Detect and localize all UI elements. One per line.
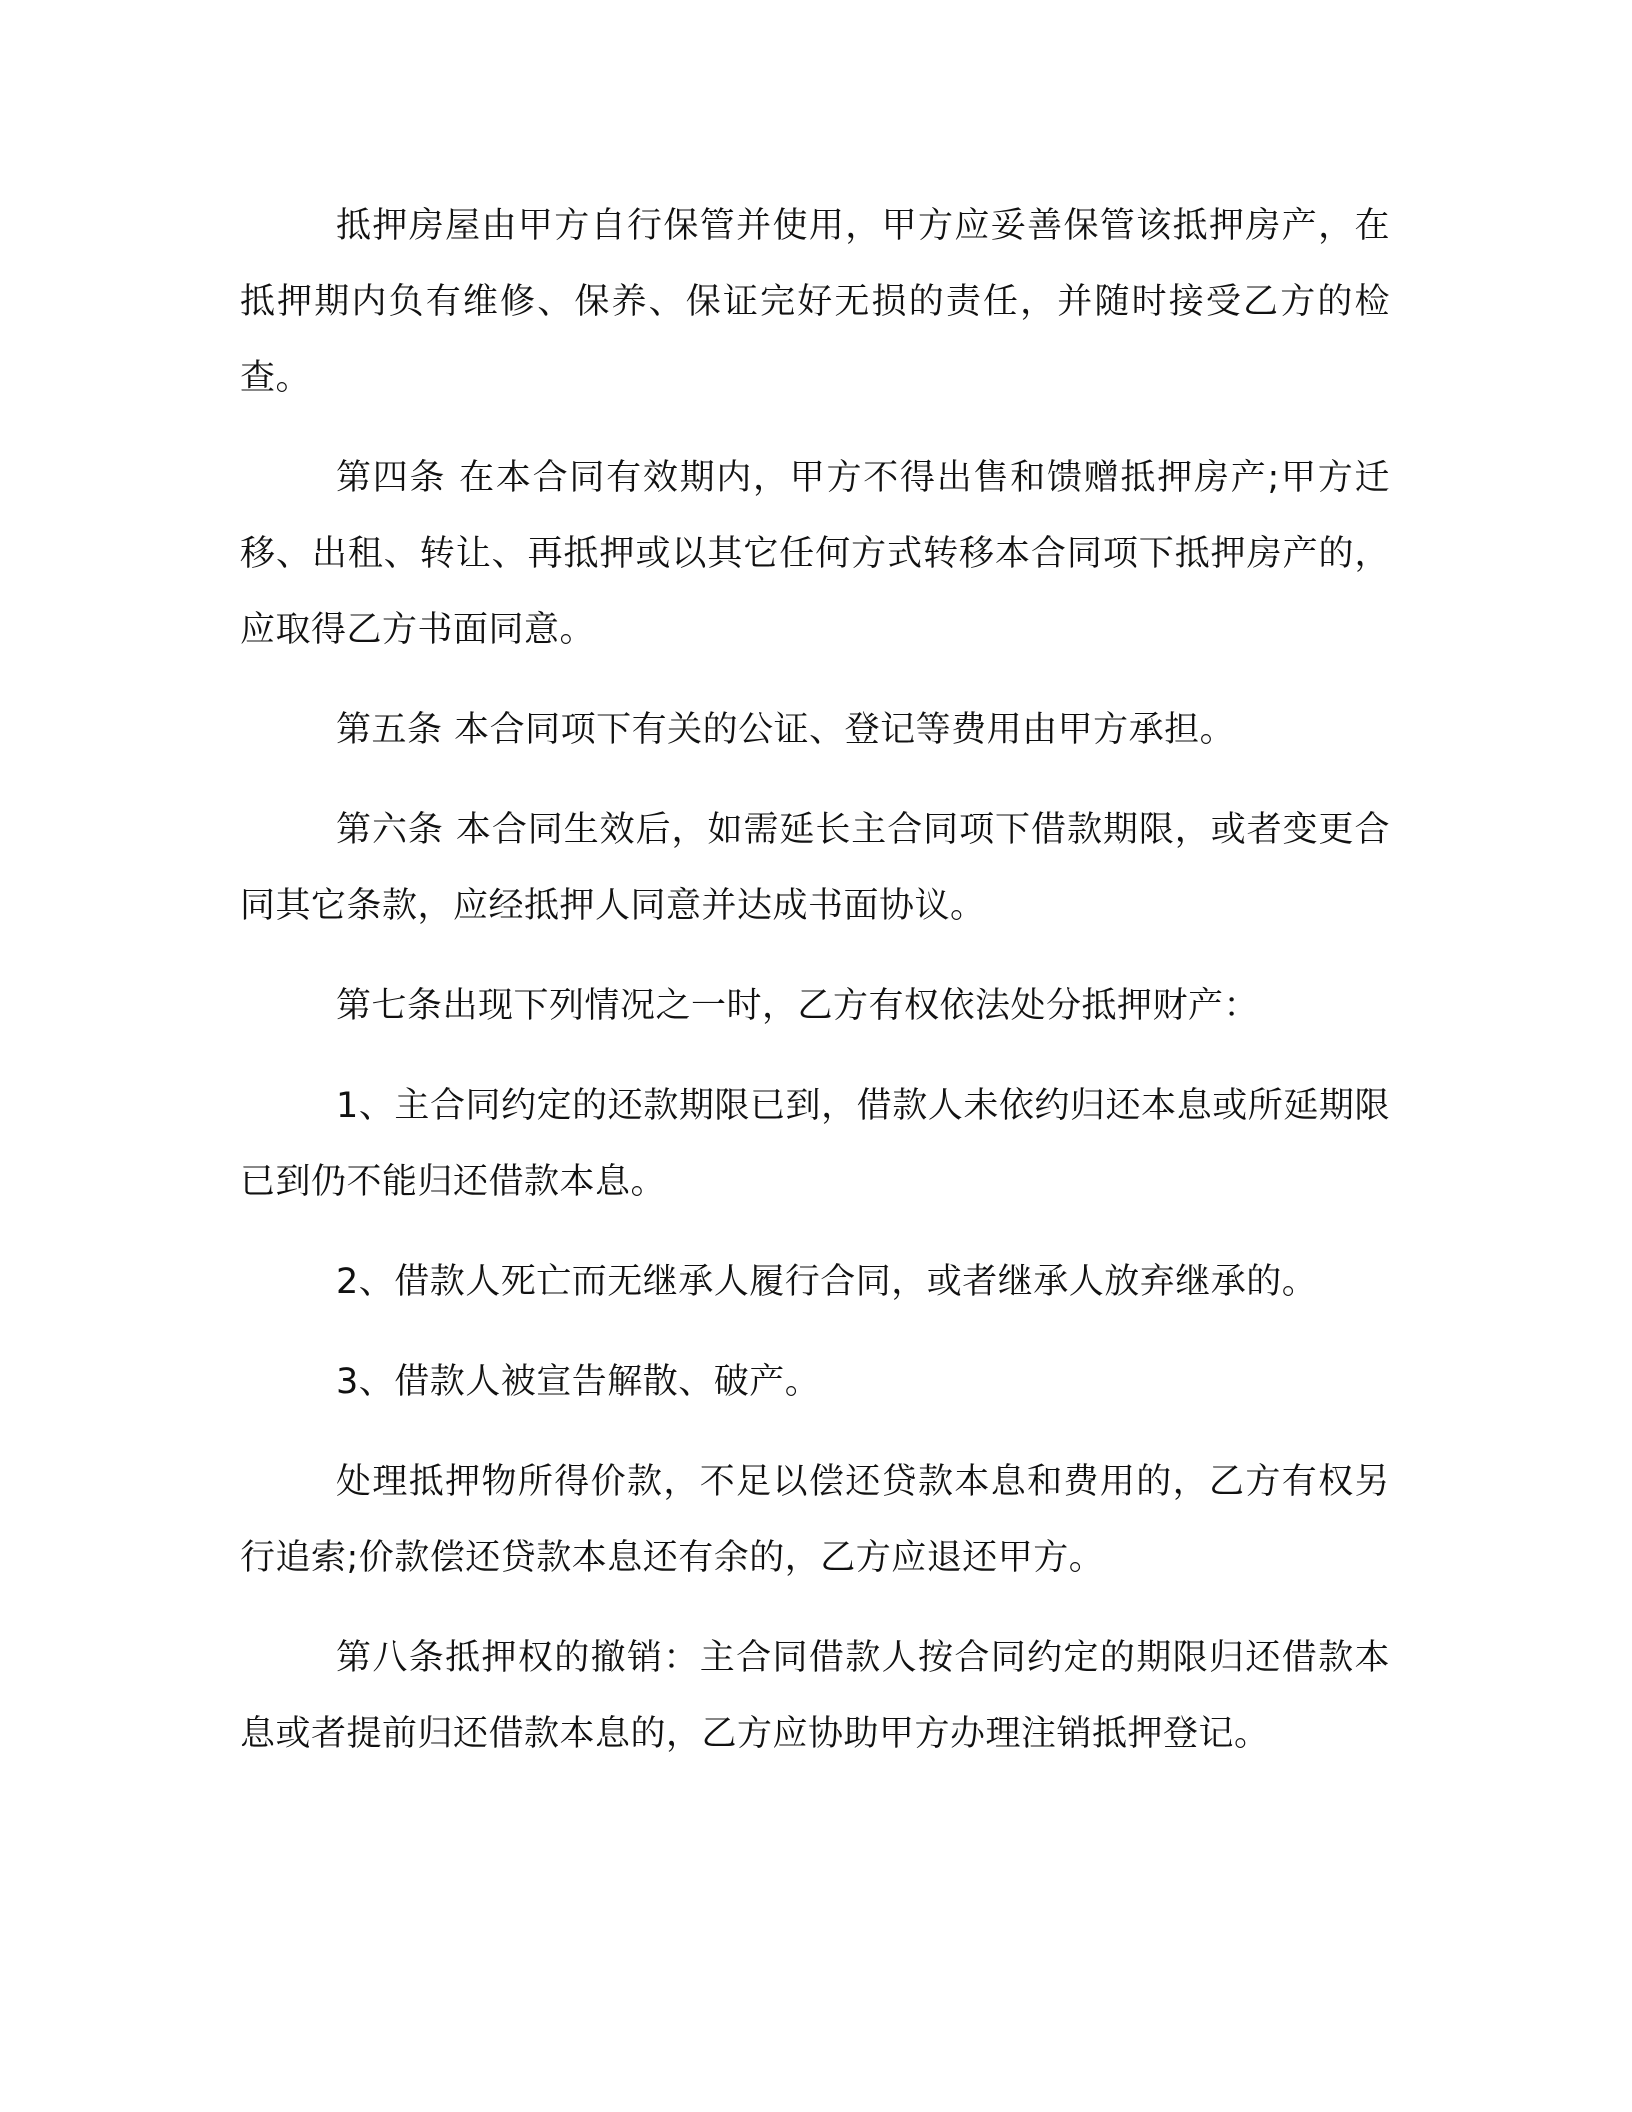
paragraph-article-5: 第五条 本合同项下有关的公证、登记等费用由甲方承担。 xyxy=(336,710,1236,750)
paragraph-item-2: 2、借款人死亡而无继承人履行合同，或者继承人放弃继承的。 xyxy=(336,1262,1318,1302)
paragraph-item-1: 1、主合同约定的还款期限已到，借款人未依约归还本息或所延期限已到仍不能归还借款本息。 xyxy=(240,1086,1390,1202)
document-body xyxy=(240,188,1390,1796)
paragraph-article-8: 第八条抵押权的撤销：主合同借款人按合同约定的期限归还借款本息或者提前归还借款本息的，乙方应协助甲方办理注销抵押登记。 xyxy=(240,1638,1390,1754)
paragraph-item-3: 3、借款人被宣告解散、破产。 xyxy=(336,1362,821,1402)
paragraph-article-7: 第七条出现下列情况之一时，乙方有权依法处分抵押财产： xyxy=(336,986,1260,1026)
paragraph-article-6: 第六条 本合同生效后，如需延长主合同项下借款期限，或者变更合同其它条款，应经抵押人同意并达成书面协议。 xyxy=(240,810,1390,926)
paragraph-proceeds: 处理抵押物所得价款，不足以偿还贷款本息和费用的，乙方有权另行追索;价款偿还贷款本息还有余的，乙方应退还甲方。 xyxy=(240,1462,1390,1578)
paragraph-mortgage-custody: 抵押房屋由甲方自行保管并使用，甲方应妥善保管该抵押房产，在抵押期内负有维修、保养、保证完好无损的责任，并随时接受乙方的检查。 xyxy=(240,206,1390,398)
paragraph-article-4: 第四条 在本合同有效期内，甲方不得出售和馈赠抵押房产;甲方迁移、出租、转让、再抵押或以其它任何方式转移本合同项下抵押房产的，应取得乙方书面同意。 xyxy=(240,458,1390,650)
